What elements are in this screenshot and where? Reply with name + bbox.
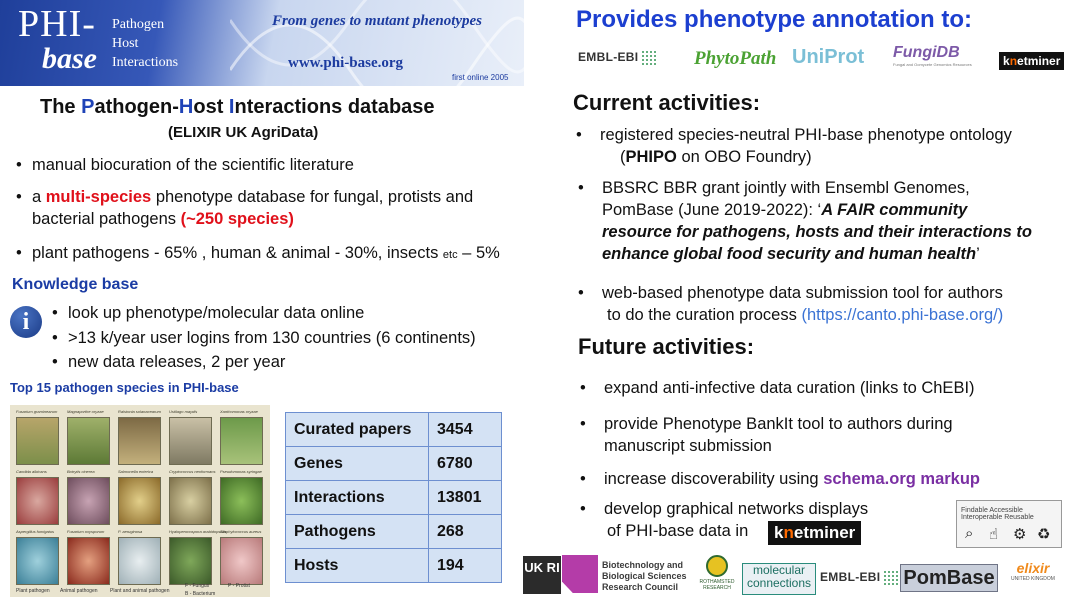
fair-letters: Findable Accessible Interoperable Reusable [961, 507, 1034, 521]
species-caption: Xanthomonas oryzae [220, 409, 258, 414]
future-text: increase discoverability using [604, 470, 824, 488]
logo-host: Host [112, 36, 139, 51]
species-caption: Fusarium oxysporum [67, 529, 105, 534]
future-text: provide Phenotype BankIt tool to authors during [604, 415, 953, 433]
title-prefix: The [40, 96, 82, 118]
embl-ebi-dots-icon [883, 570, 899, 586]
stat-value: 6780 [429, 447, 502, 481]
fungidb-subtitle: Fungal and Oomycete Genomics Resources [893, 62, 972, 67]
current-activities-heading: Current activities: [573, 90, 761, 115]
phibase-banner [0, 0, 524, 86]
uniprot-logo[interactable]: UniProt [792, 46, 865, 68]
knet-rest: etminer [793, 523, 856, 542]
embl-ebi-dots-icon [641, 50, 657, 66]
bullet-text: a [32, 188, 46, 206]
species-caption: Fusarium graminearum [16, 409, 58, 414]
species-image [67, 537, 110, 585]
knet-n: n [783, 523, 794, 542]
knetminer-logo-inline[interactable] [768, 521, 861, 545]
species-caption: Aspergillus fumigatus [16, 529, 55, 534]
stat-value: 194 [429, 549, 502, 583]
legend-plant-animal-pathogen: Plant and animal pathogen [110, 588, 170, 594]
bullet-text: phenotype database for fungal, protists and [151, 188, 474, 206]
bbsrc-logo[interactable] [602, 560, 687, 593]
hand-icon: ☝ [989, 526, 999, 543]
banner-slogan: From genes to mutant phenotypes [272, 13, 483, 29]
recycle-icon: ♻ [1037, 526, 1051, 543]
future-text: develop graphical networks displays [604, 500, 869, 518]
stat-label: Interactions [286, 481, 429, 515]
table-row [286, 481, 502, 515]
future-item-schema: • increase discoverability using schema.org markup [580, 470, 981, 488]
first-online-note: first online 2005 [452, 73, 509, 82]
bullet-pathogen-split: • plant pathogens - 65% , human & animal - 30%, insects etc – 5% [16, 244, 500, 262]
stat-label: Curated papers [286, 413, 429, 447]
kb-item-text: new data releases, 2 per year [68, 353, 286, 371]
stat-value: 13801 [429, 481, 502, 515]
bbsrc-shape-icon [562, 555, 598, 593]
species-image [220, 537, 263, 585]
species-caption: Ralstonia solanacearum [118, 409, 161, 414]
grant-title-part: resource for pathogens, hosts and their interactions to [602, 223, 1032, 241]
rothamsted-logo[interactable] [697, 555, 737, 597]
kb-item-text: look up phenotype/molecular data online [68, 304, 365, 322]
search-icon: ⌕ [965, 525, 974, 542]
species-caption: Hyaloperonospora arabidopsidis [169, 529, 227, 534]
knet-rest: etminer [1017, 54, 1061, 68]
database-subtitle: (ELIXIR UK AgriData) [168, 124, 319, 141]
banner-url[interactable]: www.phi-base.org [288, 55, 404, 71]
fair-principles-box [956, 500, 1062, 548]
logo-pathogen: Pathogen [112, 17, 165, 32]
title-part-3: nteractions database [234, 96, 435, 118]
future-text: expand anti-infective data curation (links to ChEBI) [604, 379, 975, 397]
provides-heading: Provides phenotype annotation to: [576, 6, 973, 33]
elixir-uk-logo[interactable] [1005, 560, 1061, 596]
species-image [220, 477, 263, 525]
bullet-text: bacterial pathogens [32, 210, 181, 228]
bbsrc-line: Biological Sciences [602, 571, 687, 581]
legend-protist: P - Protist [228, 583, 250, 589]
future-text: of PHI-base data in [607, 522, 749, 540]
title-part-1: athogen- [94, 96, 179, 118]
species-caption: Magnaporthe oryzae [67, 409, 104, 414]
species-caption: Cryptococcus neoformans [169, 469, 216, 474]
future-item-anti-infective: • expand anti-infective data curation (links to ChEBI) [580, 379, 975, 397]
phytopath-logo[interactable]: PhytoPath [694, 48, 777, 69]
elixir-subtitle: UNITED KINGDOM [1011, 576, 1055, 582]
knet-n: n [1009, 54, 1018, 68]
stat-value: 268 [429, 515, 502, 549]
species-caption: Pseudomonas syringae [220, 469, 262, 474]
highlight-multi-species: multi-species [45, 188, 152, 206]
species-caption: Staphylococcus aureus [220, 529, 262, 534]
species-caption: P. aeruginosa [118, 529, 143, 534]
rothamsted-line: ROTHAMSTED [699, 579, 735, 585]
molecular-connections-logo[interactable] [742, 563, 816, 595]
future-activities-heading: Future activities: [578, 334, 755, 359]
info-icon: i [10, 306, 42, 338]
bbsrc-line: Biotechnology and [602, 560, 683, 570]
legend-plant-pathogen: Plant pathogen [16, 588, 50, 594]
current-text: ’ [976, 245, 980, 263]
embl-ebi-text: EMBL-EBI [820, 570, 881, 585]
logo-interactions: Interactions [112, 55, 179, 70]
legend-animal-pathogen: Animal pathogen [60, 588, 98, 594]
rothamsted-line: RESEARCH [703, 585, 731, 591]
species-caption: Salmonella enterica [118, 469, 154, 474]
stat-label: Hosts [286, 549, 429, 583]
bullet-biocuration: • manual biocuration of the scientific literature [16, 156, 354, 174]
logo-base: base [42, 42, 97, 75]
species-image [16, 417, 59, 465]
title-letter-i: I [228, 96, 235, 118]
embl-ebi-logo[interactable] [578, 50, 657, 66]
rothamsted-emblem-icon [706, 555, 728, 577]
bullet-text: – 5% [457, 244, 500, 262]
stat-label: Pathogens [286, 515, 429, 549]
embl-ebi-logo-bottom[interactable] [820, 570, 899, 586]
legend-bacterium: B - Bacterium [185, 591, 216, 597]
table-row [286, 413, 502, 447]
ukri-logo[interactable]: UK RI [523, 556, 561, 594]
kb-item-text: >13 k/year user logins from 130 countries (6 continents) [68, 329, 476, 347]
bbsrc-line: Research Council [602, 582, 679, 592]
gears-icon: ⚙ [1013, 526, 1027, 543]
species-image [118, 537, 161, 585]
phipo-label: PHIPO [625, 148, 677, 166]
species-image [67, 477, 110, 525]
fungidb-logo[interactable] [893, 44, 972, 67]
title-letter-h: H [178, 96, 194, 118]
species-caption: Candida albicans [16, 469, 47, 474]
current-text: BBSRC BBR grant jointly with Ensembl Genomes, [602, 179, 970, 197]
stats-table [285, 412, 502, 583]
species-image [220, 417, 263, 465]
species-image [118, 417, 161, 465]
current-text: web-based phenotype data submission tool for authors [602, 284, 1003, 302]
logo-subtitle [112, 15, 178, 72]
bullet-text: manual biocuration of the scientific literature [32, 156, 354, 174]
current-item-bbsrc-grant: • BBSRC BBR grant jointly with Ensembl Genomes, PomBase (June 2019-2022): ‘A FAIR community resource for pathogens, hosts and their interactions to enhance global food security and human health’ [602, 177, 1062, 265]
kb-item-logins: • >13 k/year user logins from 130 countries (6 continents) [52, 329, 476, 347]
current-item-phipo: • registered species-neutral PHI-base phenotype ontology (PHIPO on OBO Foundry) [600, 124, 1060, 168]
future-text: manuscript submission [604, 437, 772, 455]
species-image [67, 417, 110, 465]
highlight-species-count: (~250 species) [180, 210, 294, 228]
pombase-logo[interactable]: PomBase [900, 564, 998, 592]
table-row [286, 447, 502, 481]
bullet-multi-species: • a multi-species phenotype database for fungal, protists and bacterial pathogens (~250 species) [16, 188, 474, 228]
kb-item-lookup: • look up phenotype/molecular data online [52, 304, 365, 322]
current-text: PomBase (June 2019-2022): ‘ [602, 201, 822, 219]
species-image [118, 477, 161, 525]
canto-link[interactable]: (https://canto.phi-base.org/) [801, 306, 1004, 324]
elixir-text: elixir [1016, 560, 1050, 576]
knet-k: k [774, 523, 784, 542]
molcon-line: molecular [752, 563, 806, 577]
species-image [169, 477, 212, 525]
logo-phi: PHI- [18, 3, 96, 45]
bullet-text: plant pathogens - 65% , human & animal - 30%, insects [32, 244, 443, 262]
species-image [169, 537, 212, 585]
fungidb-text: FungiDB [893, 44, 960, 61]
stat-value: 3454 [429, 413, 502, 447]
knowledge-base-heading: Knowledge base [12, 276, 139, 293]
species-caption: Ustilago maydis [169, 409, 198, 414]
future-item-networks: • develop graphical networks displays of PHI-base data in [580, 500, 869, 540]
current-text: ( [620, 148, 626, 166]
table-row [286, 549, 502, 583]
database-title [40, 96, 435, 119]
current-text: on OBO Foundry) [676, 148, 812, 166]
molcon-line: connections [746, 576, 812, 590]
knet-k: k [1003, 54, 1010, 68]
embl-ebi-text: EMBL-EBI [578, 50, 639, 65]
table-row [286, 515, 502, 549]
species-image [16, 477, 59, 525]
title-part-2: ost [193, 96, 229, 118]
future-item-bankit: • provide Phenotype BankIt tool to authors during manuscript submission [580, 415, 953, 455]
current-text: registered species-neutral PHI-base phenotype ontology [600, 126, 1012, 144]
current-text: to do the curation process [607, 306, 802, 324]
species-caption: Botrytis cinerea [67, 469, 95, 474]
grant-title-part: A FAIR community [821, 201, 968, 219]
title-letter-p: P [81, 96, 95, 118]
legend-fungus: F - Fungus [185, 583, 210, 589]
knetminer-logo-top[interactable] [999, 52, 1064, 70]
species-image [16, 537, 59, 585]
kb-item-releases: • new data releases, 2 per year [52, 353, 286, 371]
current-item-canto: • web-based phenotype data submission tool for authors to do the curation process (https://canto.phi-base.org/) [602, 282, 1062, 326]
top15-heading: Top 15 pathogen species in PHI-base [10, 380, 239, 395]
stat-label: Genes [286, 447, 429, 481]
species-image-grid [10, 405, 270, 597]
schema-org-highlight: schema.org markup [823, 470, 981, 488]
bullet-etc: etc [442, 249, 458, 261]
grant-title-part: enhance global food security and human health [602, 245, 977, 263]
species-image [169, 417, 212, 465]
